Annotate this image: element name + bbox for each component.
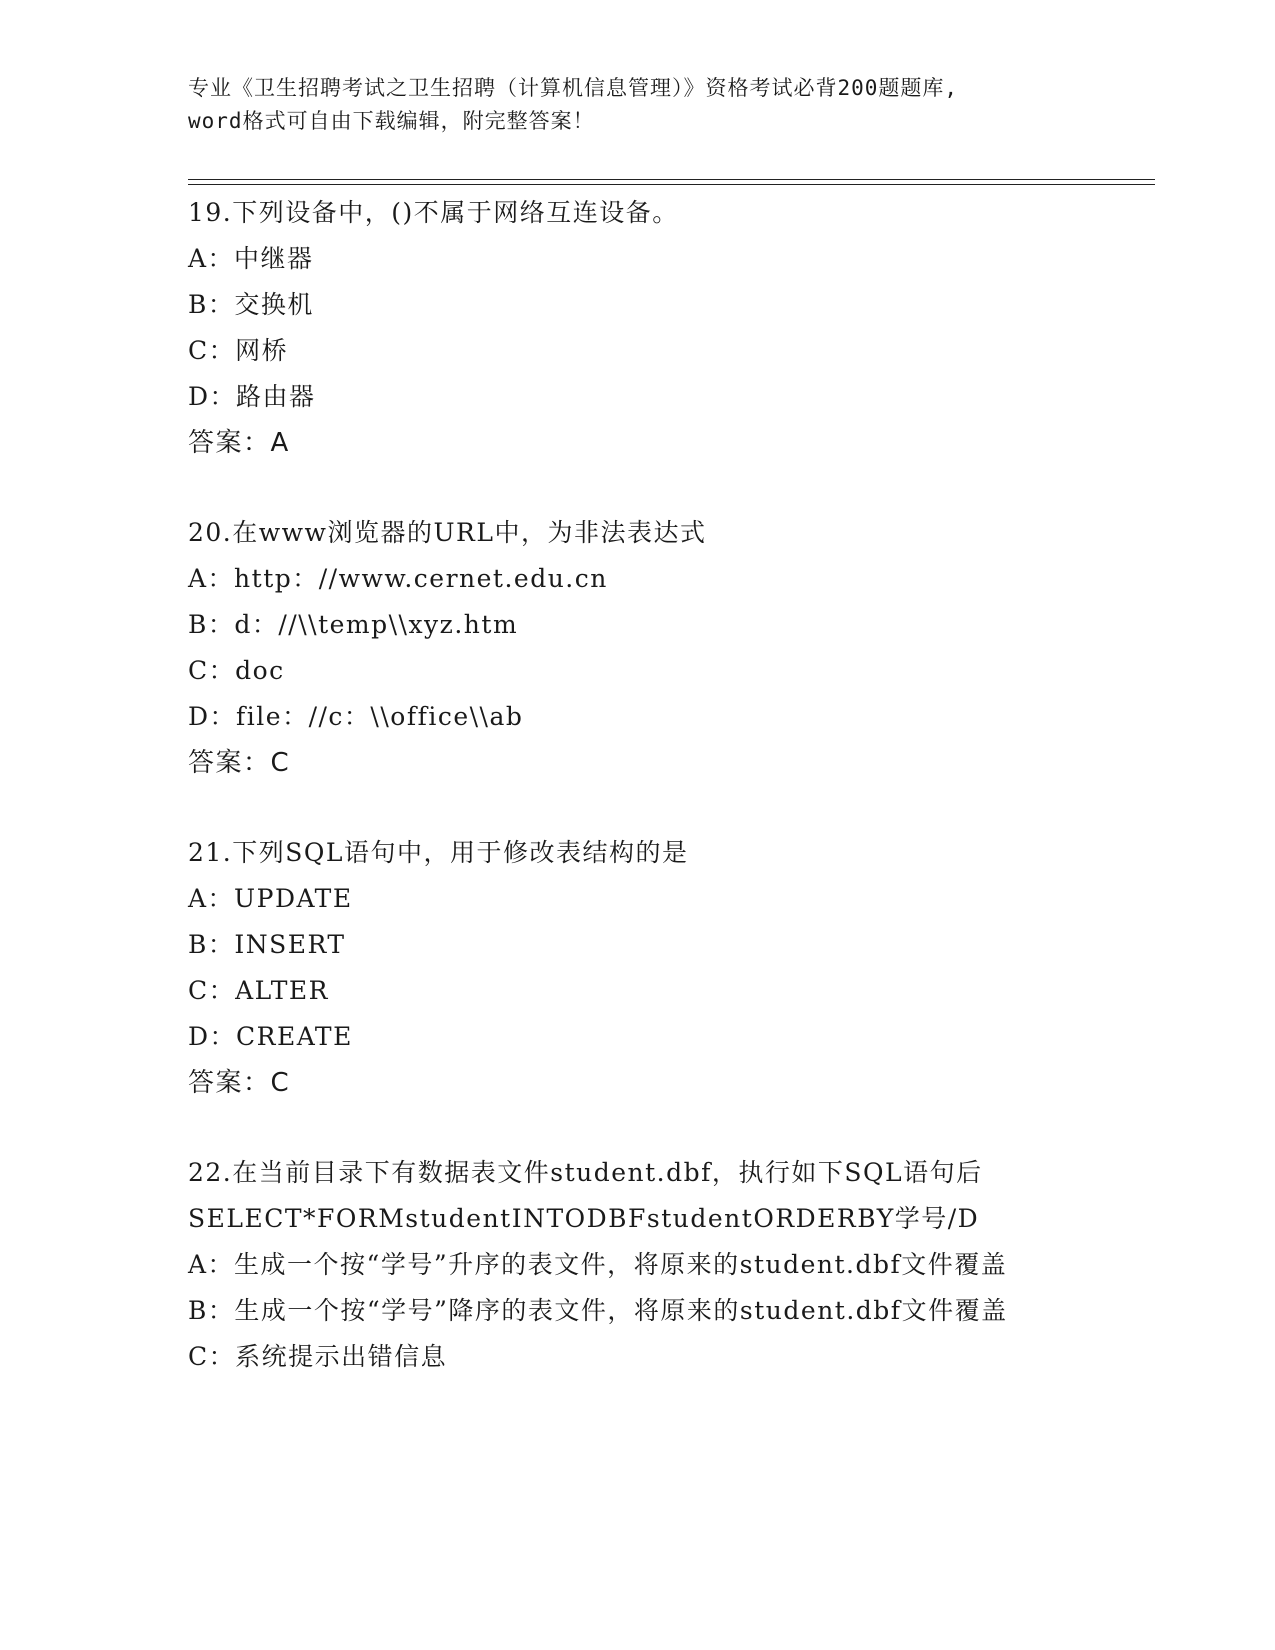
- option-a: A：http：//www.cernet.edu.cn: [188, 564, 608, 593]
- option-d: D：路由器: [188, 382, 316, 411]
- option-b: B：交换机: [188, 290, 314, 319]
- header-divider-top: [188, 179, 1155, 180]
- option-a: A：生成一个按“学号”升序的表文件，将原来的student.dbf文件覆盖: [188, 1250, 1008, 1279]
- question-stem: 19.下列设备中，()不属于网络互连设备。: [188, 198, 679, 227]
- option-b: B：INSERT: [188, 930, 346, 959]
- question-stem: 21.下列SQL语句中，用于修改表结构的是: [188, 838, 689, 867]
- header-divider-bottom: [188, 184, 1155, 185]
- option-a: A：中继器: [188, 244, 314, 273]
- option-d: D：file：//c：\\office\\ab: [188, 702, 524, 731]
- document-header: [188, 72, 1088, 138]
- option-a: A：UPDATE: [188, 884, 353, 913]
- question-21: [188, 830, 1088, 1106]
- question-stem: 22.在当前目录下有数据表文件student.dbf，执行如下SQL语句后: [188, 1158, 983, 1187]
- header-line-1: 专业《卫生招聘考试之卫生招聘（计算机信息管理）》资格考试必背200题题库,: [188, 76, 959, 100]
- question-stem: 20.在www浏览器的URL中，为非法表达式: [188, 518, 707, 547]
- answer: 答案：A: [188, 428, 290, 458]
- option-c: C：doc: [188, 656, 285, 685]
- option-c: C：网桥: [188, 336, 289, 365]
- question-list: [188, 190, 1088, 1424]
- question-20: [188, 510, 1088, 786]
- question-22: [188, 1150, 1088, 1380]
- option-c: C：ALTER: [188, 976, 329, 1005]
- answer: 答案：C: [188, 1068, 291, 1098]
- option-b: B：生成一个按“学号”降序的表文件，将原来的student.dbf文件覆盖: [188, 1296, 1008, 1325]
- header-line-2: word格式可自由下载编辑，附完整答案！: [188, 109, 595, 133]
- option-b: B：d：//\\temp\\xyz.htm: [188, 610, 519, 639]
- option-d: D：CREATE: [188, 1022, 353, 1051]
- question-19: [188, 190, 1088, 466]
- question-sql: SELECT*FORMstudentINTODBFstudentORDERBY学号/D: [188, 1204, 980, 1233]
- answer: 答案：C: [188, 748, 291, 778]
- option-c: C：系统提示出错信息: [188, 1342, 448, 1371]
